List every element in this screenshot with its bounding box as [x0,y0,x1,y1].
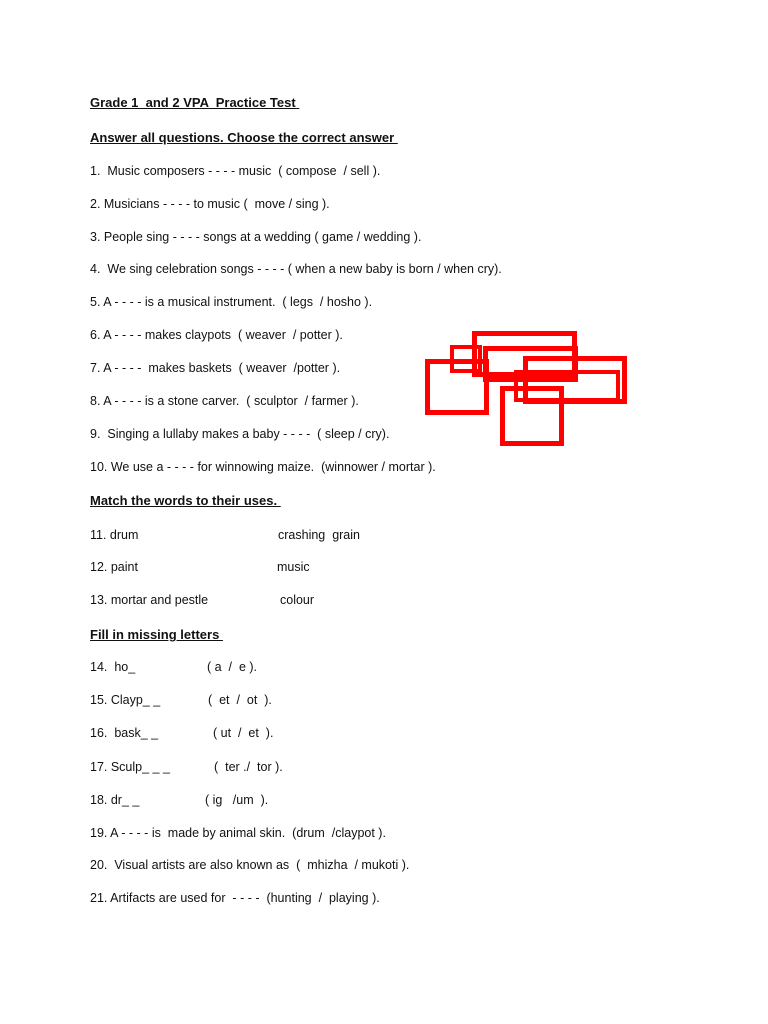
fill-item-14: 14. ho_ [90,660,136,674]
question-8: 8. A - - - - is a stone carver. ( sculptor / farmer ). [90,394,359,408]
question-9: 9. Singing a lullaby makes a baby - - - - ( sleep / cry). [90,427,390,441]
fill-options-16: ( ut / et ). [213,726,274,740]
question-5: 5. A - - - - is a musical instrument. ( legs / hosho ). [90,295,373,309]
question-4: 4. We sing celebration songs - - - - ( when a new baby is born / when cry). [90,262,502,276]
question-3: 3. People sing - - - - songs at a wedding ( game / wedding ). [90,230,422,244]
match-item-right-12: music [277,560,310,574]
question-10: 10. We use a - - - - for winnowing maize. (winnower / mortar ). [90,460,436,474]
red-annotation-box [425,359,489,415]
red-annotation-box [500,386,564,446]
match-item-right-11: crashing grain [278,528,360,542]
question-7: 7. A - - - - makes baskets ( weaver /potter ). [90,361,341,375]
match-item-right-13: colour [280,593,315,607]
fill-item-15: 15. Clayp_ _ [90,693,161,707]
fill-options-14: ( a / e ). [207,660,258,674]
section-heading-choose-answer: Answer all questions. Choose the correct answer [90,130,398,145]
question-21: 21. Artifacts are used for - - - - (hunting / playing ). [90,891,380,905]
question-1: 1. Music composers - - - - music ( compose / sell ). [90,164,381,178]
section-heading-match-words: Match the words to their uses. [90,493,281,508]
question-2: 2. Musicians - - - - to music ( move / sing ). [90,197,330,211]
match-item-left-12: 12. paint [90,560,138,574]
match-item-left-13: 13. mortar and pestle [90,593,209,607]
fill-options-17: ( ter ./ tor ). [214,760,283,774]
match-item-left-11: 11. drum [90,528,139,542]
question-19: 19. A - - - - is made by animal skin. (drum /claypot ). [90,826,386,840]
question-20: 20. Visual artists are also known as ( mhizha / mukoti ). [90,858,410,872]
fill-item-16: 16. bask_ _ [90,726,159,740]
question-6: 6. A - - - - makes claypots ( weaver / potter ). [90,328,343,342]
fill-item-18: 18. dr_ _ [90,793,140,807]
test-title: Grade 1 and 2 VPA Practice Test [90,95,300,110]
fill-item-17: 17. Sculp_ _ _ [90,760,170,774]
section-heading-fill-letters: Fill in missing letters [90,627,223,642]
fill-options-15: ( et / ot ). [208,693,272,707]
fill-options-18: ( ig /um ). [205,793,269,807]
